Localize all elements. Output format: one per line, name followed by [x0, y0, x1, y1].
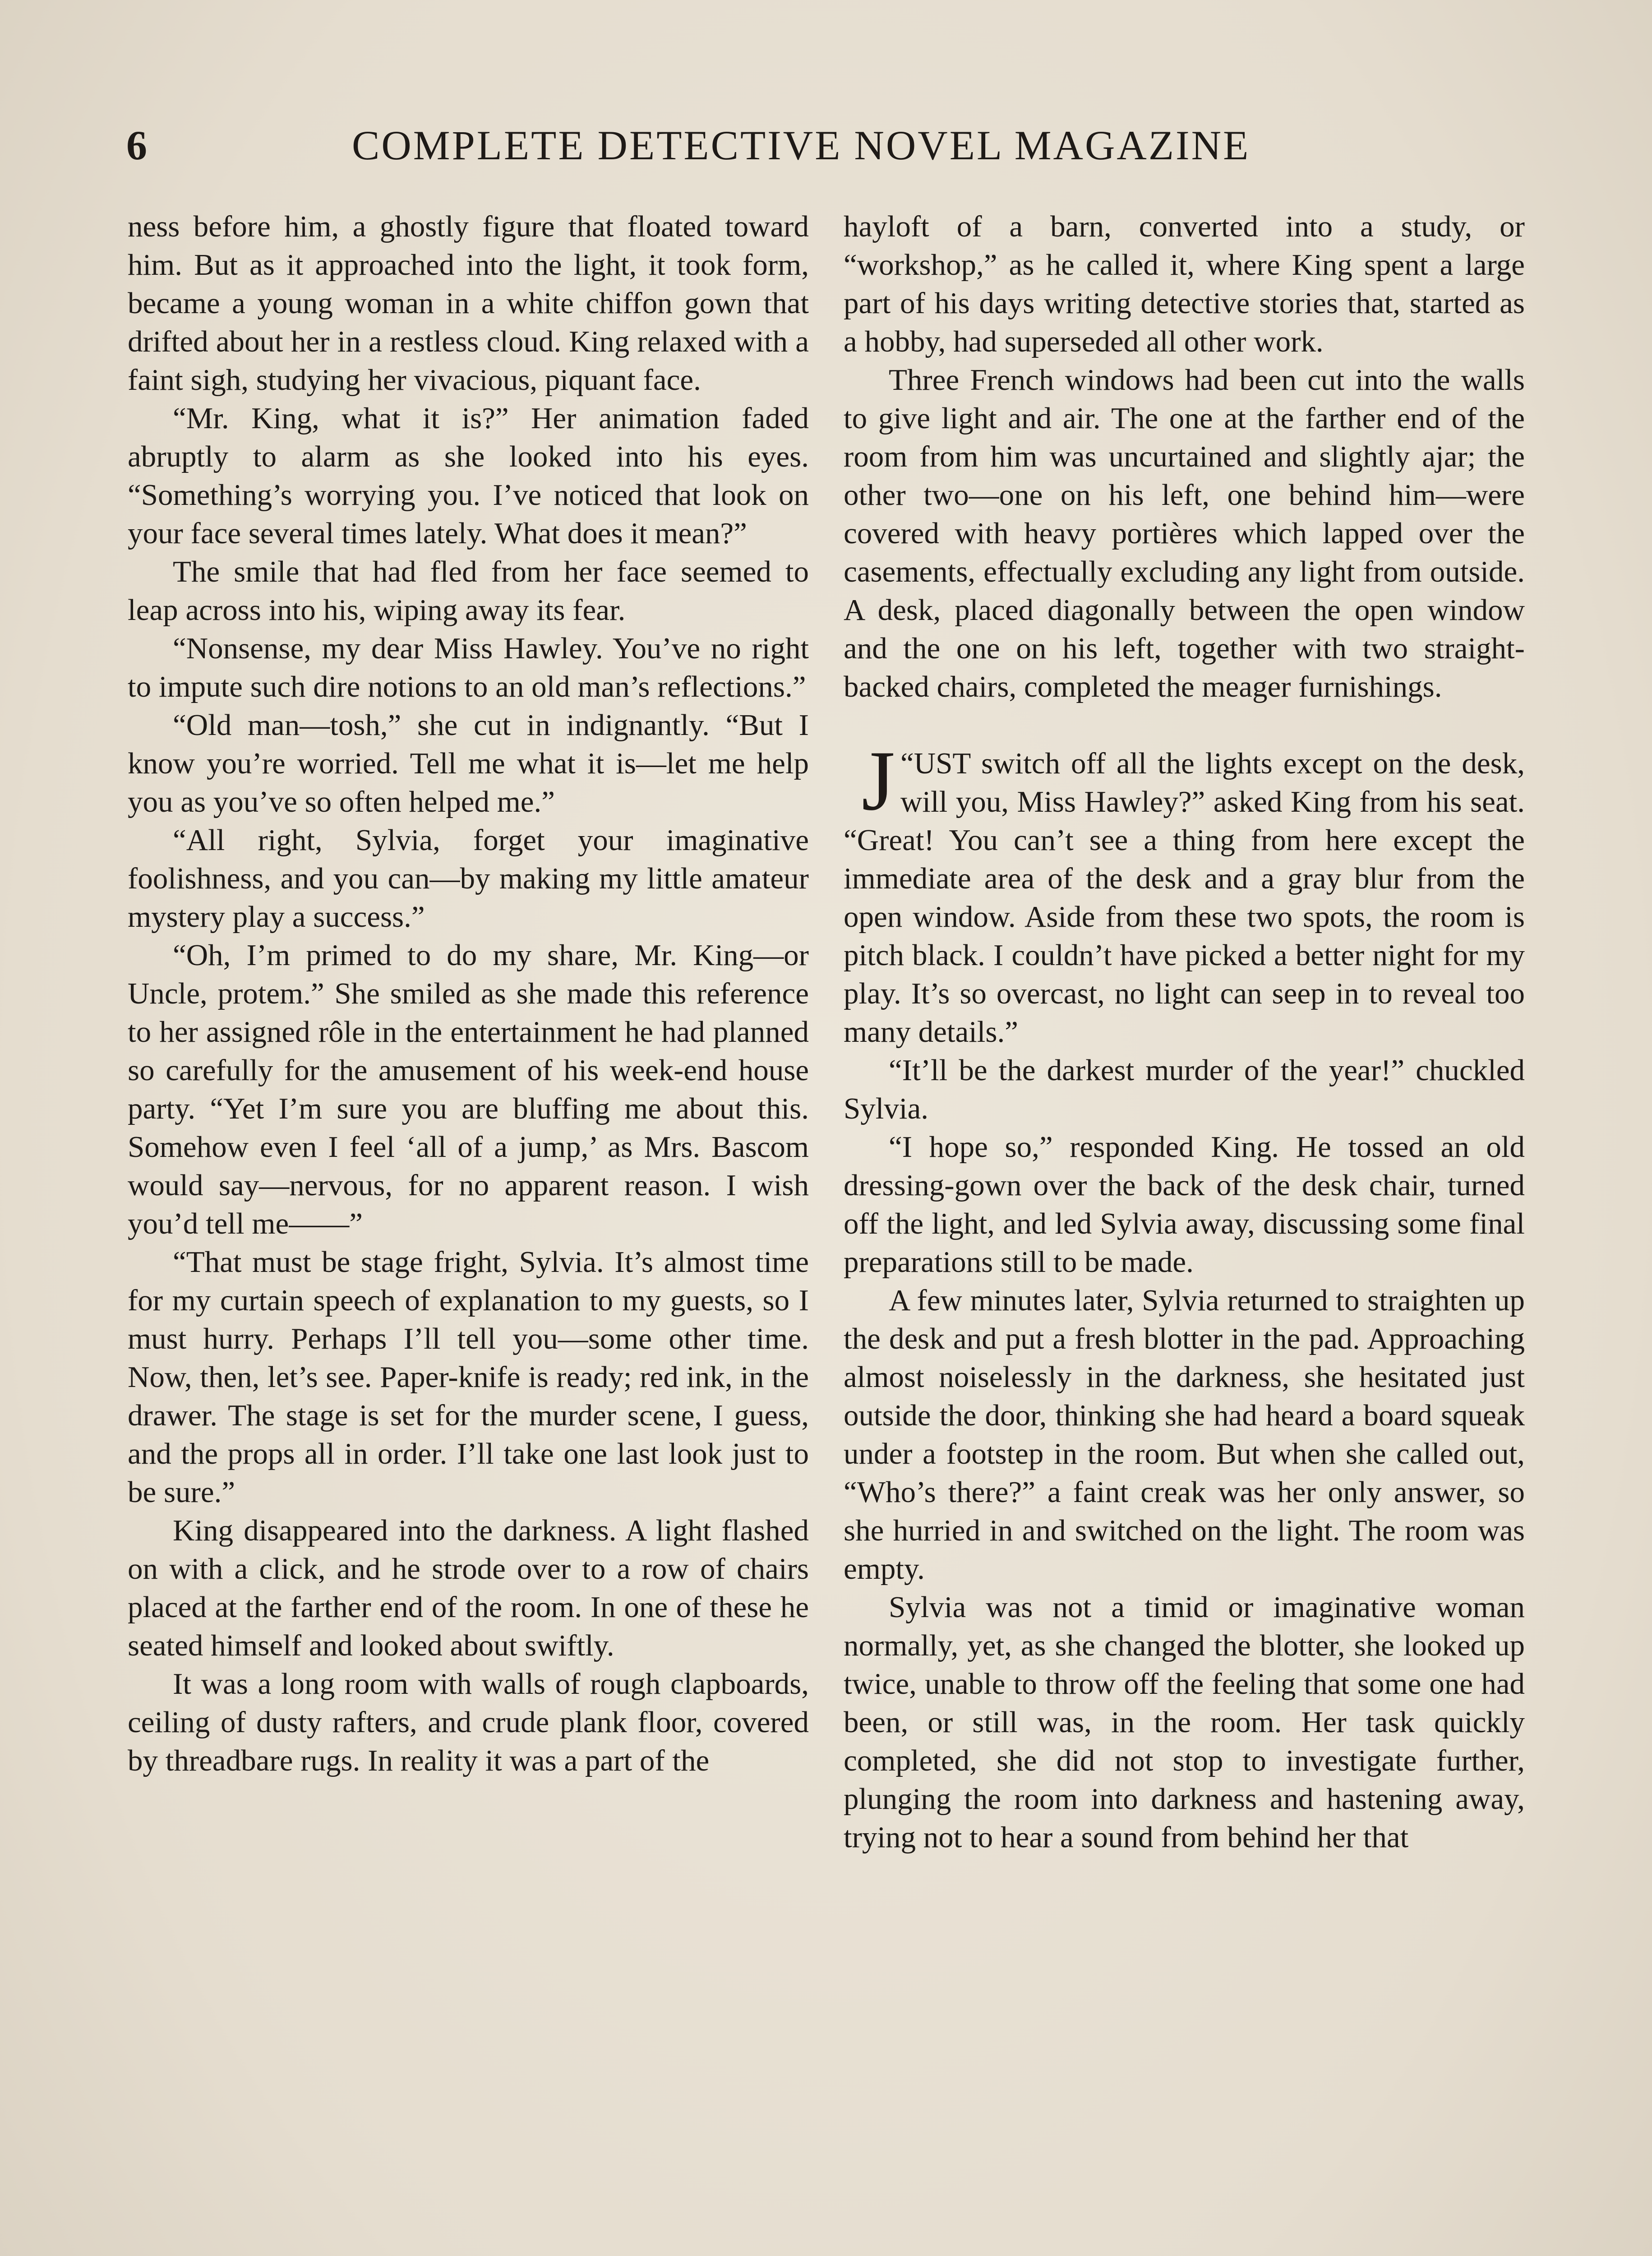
paragraph: A few minutes later, Sylvia returned to straighten up the desk and put a fresh blotter in the pad. Approaching almost noiselessly in the darkness, she hesitated just outside the door, thinking she had heard a board squeak under a footstep in the room. But when she called out, “Who’s there?” a faint creak was her only answer, so she hurried in and switched on the light. The room was empty. — [844, 1284, 1525, 1586]
section-opening-paragraph — [844, 734, 1525, 1051]
right-column — [844, 208, 1525, 1857]
paragraph: “That must be stage fright, Sylvia. It’s almost time for my curtain speech of explanation to my guests, so I must hurry. Perhaps I’ll tell you—some other time. Now, then, let’s see. Paper-knife is ready; red ink, in the drawer. The stage is set for the murder scene, I guess, and the props all in order. I’ll take one last look just to be sure.” — [128, 1245, 809, 1509]
paragraph: ness before him, a ghostly figure that floated toward him. But as it approached into the light, it took form, became a young woman in a white chiffon gown that drifted about her in a restless cloud. King relaxed with a faint sigh, studying her vivacious, piquant face. — [128, 210, 809, 397]
paragraph: “All right, Sylvia, forget your imaginative foolishness, and you can—by making my little amateur mystery play a success.” — [128, 823, 809, 934]
open-quote: “ — [900, 747, 914, 780]
paragraph: Three French windows had been cut into the walls to give light and air. The one at the farther end of the room from him was uncurtained and slightly ajar; the other two—one on his left, one behind him—were covered with heavy portières which lapped over the casements, effectually excluding any light from outside. A desk, placed diagonally between the open window and the one on his left, together with two straight-backed chairs, completed the meager furnishings. — [844, 363, 1525, 703]
paragraph: It was a long room with walls of rough clapboards, ceiling of dusty rafters, and crude plank floor, covered by threadbare rugs. In reality it was a part of the — [128, 1667, 809, 1777]
drop-cap: J — [862, 734, 895, 828]
paragraph: Sylvia was not a timid or imaginative woman normally, yet, as she changed the blotter, she looked up twice, unable to throw off the feeling that some one had been, or still was, in the room. Her task quickly completed, she did not stop to investigate further, plunging the room into darkness and hastening away, trying not to hear a sound from behind her that — [844, 1590, 1525, 1854]
page-number: 6 — [126, 122, 147, 168]
section-opening-text: UST switch off all the lights except on the desk, will you, Miss Hawley?” asked King from his seat. “Great! You can’t see a thing from here except the immediate area of the desk and a gray blur from the open window. Aside from these two spots, the room is pitch black. I couldn’t have picked a better night for my play. It’s so overcast, no light can seep in to reveal too many details.” — [844, 747, 1525, 1049]
paragraph: “Oh, I’m primed to do my share, Mr. King—or Uncle, protem.” She smiled as she made this reference to her assigned rôle in the entertainment he had planned so carefully for the amusement of his week-end house party. “Yet I’m sure you are bluffing me about this. Somehow even I feel ‘all of a jump,’ as Mrs. Bascom would say—nervous, for no apparent reason. I wish you’d tell me——” — [128, 938, 809, 1240]
paragraph: King disappeared into the darkness. A light flashed on with a click, and he strode over to a row of chairs placed at the farther end of the room. In one of these he seated himself and looked about swiftly. — [128, 1514, 809, 1662]
page-header — [126, 118, 1299, 172]
running-head: COMPLETE DETECTIVE NOVEL MAGAZINE — [352, 122, 1251, 168]
paragraph: “I hope so,” responded King. He tossed an old dressing-gown over the back of the desk chair, turned off the light, and led Sylvia away, discussing some final preparations still to be made. — [844, 1130, 1525, 1279]
paragraph: “Mr. King, what it is?” Her animation faded abruptly to alarm as she looked into his eyes. “Something’s worrying you. I’ve noticed that look on your face several times lately. What does it mean?” — [128, 402, 809, 550]
paragraph: hayloft of a barn, converted into a study, or “workshop,” as he called it, where King spent a large part of his days writing detective stories that, started as a hobby, had superseded all other work. — [844, 210, 1525, 358]
paragraph: The smile that had fled from her face seemed to leap across into his, wiping away its fear. — [128, 555, 809, 627]
paragraph: “It’ll be the darkest murder of the year!” chuckled Sylvia. — [844, 1054, 1525, 1125]
paragraph: “Nonsense, my dear Miss Hawley. You’ve no right to impute such dire notions to an old man’s reflections.” — [128, 632, 809, 703]
paragraph: “Old man—tosh,” she cut in indignantly. “But I know you’re worried. Tell me what it is—let me help you as you’ve so often helped me.” — [128, 708, 809, 818]
left-column — [128, 208, 809, 1780]
